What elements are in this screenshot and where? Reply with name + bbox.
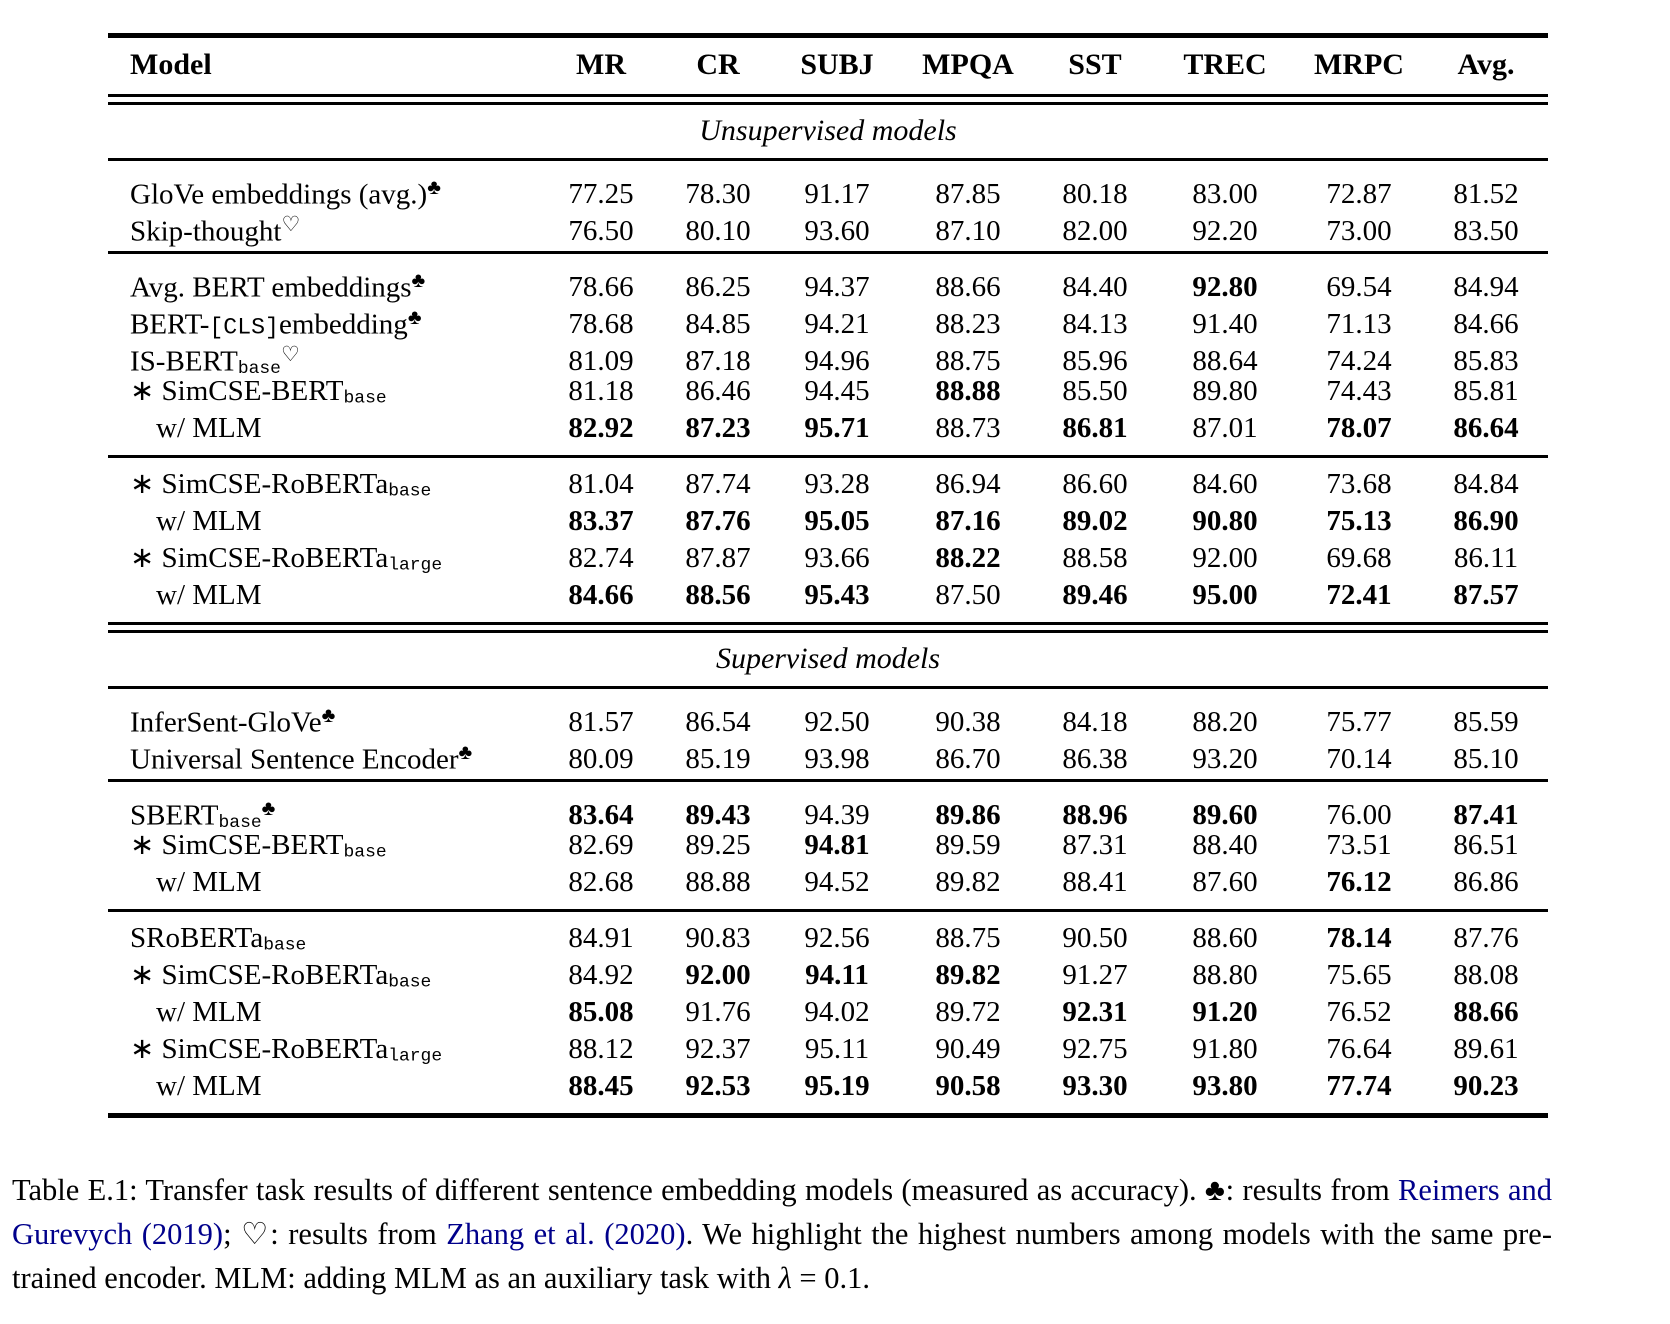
table-row [108,697,1548,739]
section-header: Unsupervised models [699,114,957,147]
score-cell-mr: 84.92 [568,959,634,991]
score-cell-mpqa: 89.82 [935,959,1001,991]
table-row [108,864,1548,901]
score-cell-sst: 87.31 [1062,829,1128,861]
score-cell-mpqa: 86.70 [935,743,1001,776]
score-cell-mpqa: 89.86 [935,799,1001,832]
score-cell-cr: 80.10 [685,215,751,248]
score-cell-mrpc: 73.51 [1326,829,1392,861]
table-row [108,790,1548,834]
citation-zhang[interactable]: Zhang et al. (2020) [446,1217,686,1251]
model-name-text: embedding [278,308,408,341]
column-header-model: Model [130,48,212,81]
table-row [108,920,1548,957]
score-cell-avg: 86.11 [1453,542,1519,574]
model-name-text: Skip-thought [130,215,282,248]
model-name-text: base [388,972,432,993]
citation-reimers-gurevych[interactable]: Reimers and Gurevych (2019) [12,1173,1553,1251]
column-header-mr: MR [576,48,626,81]
score-cell-avg: 84.84 [1453,468,1519,500]
score-cell-trec: 88.64 [1192,345,1258,378]
score-cell-mrpc: 78.07 [1326,412,1392,444]
score-cell-mrpc: 69.54 [1326,271,1392,304]
score-cell-subj: 93.28 [804,468,870,500]
score-cell-trec: 93.20 [1192,743,1258,776]
model-name-text: base [388,481,432,502]
score-cell-sst: 90.50 [1062,922,1128,954]
model-name-text: base [343,388,387,409]
score-cell-trec: 88.20 [1192,706,1258,739]
score-cell-mrpc: 76.00 [1326,799,1392,832]
score-cell-cr: 87.76 [685,505,751,537]
score-cell-subj: 91.17 [804,178,870,211]
heart-suit-icon: ♡ [281,212,301,236]
column-header-cr: CR [696,48,740,81]
score-cell-mr: 80.09 [568,743,634,776]
score-cell-mr: 82.74 [568,542,634,574]
score-cell-mrpc: 71.13 [1326,308,1392,341]
rule-thick [108,1113,1548,1118]
score-cell-mpqa: 90.49 [935,1033,1001,1065]
column-header-trec: TREC [1183,48,1267,81]
score-cell-mr: 83.37 [568,505,634,537]
model-cell [108,577,538,614]
club-suit-icon: ♣ [261,796,276,820]
score-cell-mr: 84.66 [568,579,634,611]
lambda-symbol: λ [778,1261,792,1295]
column-header-subj: SUBJ [800,48,874,81]
table-row [108,540,1548,577]
score-cell-mrpc: 75.77 [1326,706,1392,739]
score-cell-sst: 88.41 [1062,866,1128,898]
score-cell-subj: 93.66 [804,542,870,574]
score-cell-subj: 93.60 [804,215,870,248]
score-cell-mr: 84.91 [568,922,634,954]
score-cell-mrpc: 77.74 [1326,1070,1392,1102]
score-cell-avg: 85.81 [1453,375,1519,407]
row-group [108,254,1548,455]
score-cell-sst: 89.02 [1062,505,1128,537]
rule-double [108,622,1548,633]
club-suit-icon: ♣ [407,305,422,329]
score-cell-subj: 94.96 [804,345,870,378]
score-cell-trec: 93.80 [1192,1070,1258,1102]
score-cell-sst: 92.31 [1062,996,1128,1028]
score-cell-sst: 93.30 [1062,1070,1128,1102]
score-cell-subj: 94.81 [804,829,870,861]
score-cell-sst: 80.18 [1062,178,1128,211]
score-cell-mr: 77.25 [568,178,634,211]
model-name-text: InferSent-GloVe [130,706,322,739]
model-name-text: large [388,1046,443,1067]
row-group [108,689,1548,779]
score-cell-mpqa: 90.58 [935,1070,1001,1102]
score-cell-trec: 92.00 [1192,542,1258,574]
model-cell [108,864,538,901]
score-cell-mpqa: 88.75 [935,922,1001,954]
score-cell-mpqa: 88.75 [935,345,1001,378]
model-name-text: w/ MLM [156,505,262,537]
score-cell-mpqa: 87.10 [935,215,1001,248]
score-cell-avg: 85.59 [1453,706,1519,739]
score-cell-cr: 87.23 [685,412,751,444]
row-group [108,912,1548,1113]
score-cell-mr: 81.09 [568,345,634,378]
score-cell-subj: 92.50 [804,706,870,739]
model-name-text: base [263,935,307,956]
score-cell-mr: 82.92 [568,412,634,444]
score-cell-mr: 82.69 [568,829,634,861]
score-cell-trec: 92.80 [1192,271,1258,304]
score-cell-cr: 86.54 [685,706,751,739]
score-cell-mr: 88.45 [568,1070,634,1102]
score-cell-mrpc: 75.13 [1326,505,1392,537]
results-table-body [108,94,1548,1118]
score-cell-avg: 85.83 [1453,345,1519,378]
caption-text: ; ♡: results from [223,1217,447,1251]
rule-double [108,94,1548,105]
score-cell-avg: 84.66 [1453,308,1519,341]
score-cell-avg: 81.52 [1453,178,1519,211]
score-cell-cr: 88.88 [685,866,751,898]
score-cell-trec: 83.00 [1192,178,1258,211]
score-cell-trec: 88.60 [1192,922,1258,954]
score-cell-mpqa: 90.38 [935,706,1001,739]
score-cell-cr: 92.37 [685,1033,751,1065]
score-cell-trec: 92.20 [1192,215,1258,248]
score-cell-subj: 94.45 [804,375,870,407]
score-cell-subj: 95.43 [804,579,870,611]
score-cell-mrpc: 72.41 [1326,579,1392,611]
score-cell-subj: 92.56 [804,922,870,954]
model-name-text: w/ MLM [156,996,262,1028]
model-name-text: IS-BERT [130,345,238,378]
model-name-text: w/ MLM [156,412,262,444]
score-cell-cr: 88.56 [685,579,751,611]
column-header-mrpc: MRPC [1314,48,1404,81]
score-cell-sst: 86.60 [1062,468,1128,500]
model-name-text: ∗ SimCSE-RoBERTa [130,959,389,991]
model-name-text: ∗ SimCSE-RoBERTa [130,542,389,574]
score-cell-trec: 90.80 [1192,505,1258,537]
score-cell-trec: 91.80 [1192,1033,1258,1065]
club-suit-icon: ♣ [458,740,473,764]
score-cell-trec: 89.60 [1192,799,1258,832]
score-cell-cr: 85.19 [685,743,751,776]
score-cell-mrpc: 75.65 [1326,959,1392,991]
score-cell-avg: 89.61 [1453,1033,1519,1065]
table-row [108,466,1548,503]
model-cell [108,410,538,447]
score-cell-trec: 88.80 [1192,959,1258,991]
row-group [108,782,1548,909]
table-caption [12,1168,1552,1300]
model-name-text: base [237,359,281,380]
score-cell-mpqa: 88.88 [935,375,1001,407]
score-cell-trec: 87.60 [1192,866,1258,898]
score-cell-trec: 84.60 [1192,468,1258,500]
score-cell-sst: 89.46 [1062,579,1128,611]
score-cell-subj: 95.71 [804,412,870,444]
score-cell-mr: 81.04 [568,468,634,500]
table-row [108,1031,1548,1068]
score-cell-mpqa: 88.73 [935,412,1001,444]
score-cell-mrpc: 76.52 [1326,996,1392,1028]
score-cell-mrpc: 72.87 [1326,178,1392,211]
score-cell-mrpc: 78.14 [1326,922,1392,954]
score-cell-cr: 92.00 [685,959,751,991]
score-cell-mpqa: 87.85 [935,178,1001,211]
model-name-text: w/ MLM [156,866,262,898]
model-name-text: BERT- [130,308,210,341]
score-cell-cr: 87.87 [685,542,751,574]
row-group [108,458,1548,622]
model-cell [108,503,538,540]
model-name-text: base [218,813,262,834]
row-group [108,161,1548,251]
score-cell-sst: 84.18 [1062,706,1128,739]
score-cell-mpqa: 88.66 [935,271,1001,304]
score-cell-cr: 90.83 [685,922,751,954]
score-cell-mr: 88.12 [568,1033,634,1065]
score-cell-sst: 86.81 [1062,412,1128,444]
score-cell-avg: 84.94 [1453,271,1519,304]
model-name-text: ∗ SimCSE-BERT [130,829,344,861]
score-cell-mpqa: 86.94 [935,468,1001,500]
section-header: Supervised models [715,642,941,675]
score-cell-mpqa: 89.59 [935,829,1001,861]
score-cell-mpqa: 88.22 [935,542,1001,574]
score-cell-mrpc: 73.00 [1326,215,1392,248]
score-cell-subj: 94.11 [805,959,869,991]
score-cell-mr: 78.66 [568,271,634,304]
model-cell [108,206,538,250]
score-cell-sst: 86.38 [1062,743,1128,776]
score-cell-avg: 88.08 [1453,959,1519,991]
score-cell-mpqa: 88.23 [935,308,1001,341]
model-name-text: [CLS] [209,314,279,341]
score-cell-sst: 91.27 [1062,959,1128,991]
results-table [108,33,1548,1118]
model-name-text: GloVe embeddings (avg.) [130,178,428,211]
score-cell-avg: 87.57 [1453,579,1519,611]
column-header-avg: Avg. [1457,48,1515,81]
score-cell-avg: 86.64 [1453,412,1519,444]
model-name-text: base [343,842,387,863]
score-cell-cr: 87.18 [685,345,751,378]
table-row [108,503,1548,540]
table-row [108,827,1548,864]
score-cell-cr: 84.85 [685,308,751,341]
score-cell-sst: 82.00 [1062,215,1128,248]
score-cell-trec: 87.01 [1192,412,1258,444]
score-cell-subj: 94.37 [804,271,870,304]
score-cell-cr: 87.74 [685,468,751,500]
heart-suit-icon: ♡ [280,342,300,366]
score-cell-avg: 88.66 [1453,996,1519,1028]
model-name-text: ∗ SimCSE-RoBERTa [130,1033,389,1065]
score-cell-trec: 91.20 [1192,996,1258,1028]
score-cell-mr: 78.68 [568,308,634,341]
score-cell-subj: 94.39 [804,799,870,832]
score-cell-subj: 94.21 [804,308,870,341]
score-cell-cr: 89.25 [685,829,751,861]
score-cell-mr: 76.50 [568,215,634,248]
model-name-text: large [388,555,443,576]
model-name-text: ∗ SimCSE-BERT [130,375,344,407]
score-cell-avg: 87.76 [1453,922,1519,954]
score-cell-mrpc: 74.43 [1326,375,1392,407]
score-cell-mrpc: 76.64 [1326,1033,1392,1065]
club-suit-icon: ♣ [411,268,426,292]
score-cell-mpqa: 89.82 [935,866,1001,898]
score-cell-subj: 93.98 [804,743,870,776]
score-cell-mpqa: 87.16 [935,505,1001,537]
score-cell-mr: 82.68 [568,866,634,898]
table-header-row [108,38,1548,94]
model-cell [108,994,538,1031]
score-cell-cr: 89.43 [685,799,751,832]
caption-text: Table E.1: Transfer task results of different sentence embedding models (measured as accuracy). ♣: results from [12,1173,1398,1207]
model-name-text: ∗ SimCSE-RoBERTa [130,468,389,500]
score-cell-subj: 94.52 [804,866,870,898]
model-name-text: Avg. BERT embeddings [130,271,412,304]
score-cell-mrpc: 74.24 [1326,345,1392,378]
score-cell-cr: 78.30 [685,178,751,211]
table-row [108,169,1548,211]
score-cell-sst: 84.13 [1062,308,1128,341]
score-cell-sst: 85.96 [1062,345,1128,378]
table-row [108,262,1548,304]
score-cell-subj: 95.11 [804,1033,870,1065]
model-name-text: SRoBERTa [130,922,264,954]
column-header-mpqa: MPQA [922,48,1014,81]
score-cell-subj: 95.19 [804,1070,870,1102]
score-cell-cr: 91.76 [685,996,751,1028]
score-cell-avg: 86.86 [1453,866,1519,898]
score-cell-cr: 92.53 [685,1070,751,1102]
model-name-text: w/ MLM [156,1070,262,1102]
score-cell-sst: 92.75 [1062,1033,1128,1065]
model-cell [108,734,538,778]
model-name-text: SBERT [130,799,219,832]
score-cell-mr: 81.18 [568,375,634,407]
score-cell-sst: 84.40 [1062,271,1128,304]
column-header-sst: SST [1068,48,1122,81]
score-cell-mpqa: 87.50 [935,579,1001,611]
score-cell-sst: 85.50 [1062,375,1128,407]
model-cell [108,1068,538,1105]
score-cell-cr: 86.25 [685,271,751,304]
score-cell-mrpc: 70.14 [1326,743,1392,776]
score-cell-mpqa: 89.72 [935,996,1001,1028]
score-cell-trec: 95.00 [1192,579,1258,611]
score-cell-trec: 89.80 [1192,375,1258,407]
score-cell-subj: 94.02 [804,996,870,1028]
table-row [108,410,1548,447]
table-row [108,373,1548,410]
table-row [108,577,1548,614]
score-cell-mr: 83.64 [568,799,634,832]
score-cell-sst: 88.96 [1062,799,1128,832]
club-suit-icon: ♣ [427,175,441,199]
table-row [108,994,1548,1031]
score-cell-avg: 86.90 [1453,505,1519,537]
club-suit-icon: ♣ [321,703,336,727]
score-cell-mrpc: 73.68 [1326,468,1392,500]
score-cell-avg: 86.51 [1453,829,1519,861]
score-cell-sst: 88.58 [1062,542,1128,574]
score-cell-trec: 88.40 [1192,829,1258,861]
score-cell-mrpc: 69.68 [1326,542,1392,574]
model-name-text: Universal Sentence Encoder [130,743,459,776]
score-cell-avg: 90.23 [1453,1070,1519,1102]
score-cell-mr: 81.57 [568,706,634,739]
score-cell-mrpc: 76.12 [1326,866,1392,898]
score-cell-mr: 85.08 [568,996,634,1028]
score-cell-avg: 83.50 [1453,215,1519,248]
score-cell-subj: 95.05 [804,505,870,537]
score-cell-trec: 91.40 [1192,308,1258,341]
score-cell-avg: 87.41 [1453,799,1519,832]
table-row [108,957,1548,994]
score-cell-avg: 85.10 [1453,743,1519,776]
score-cell-cr: 86.46 [685,375,751,407]
caption-text: = 0.1. [791,1261,870,1295]
model-name-text: w/ MLM [156,579,262,611]
caption-text: . We highlight the highest numbers among models with the same pre-trained encoder. MLM: adding MLM as an auxiliary task with [12,1217,1552,1295]
table-row [108,1068,1548,1105]
